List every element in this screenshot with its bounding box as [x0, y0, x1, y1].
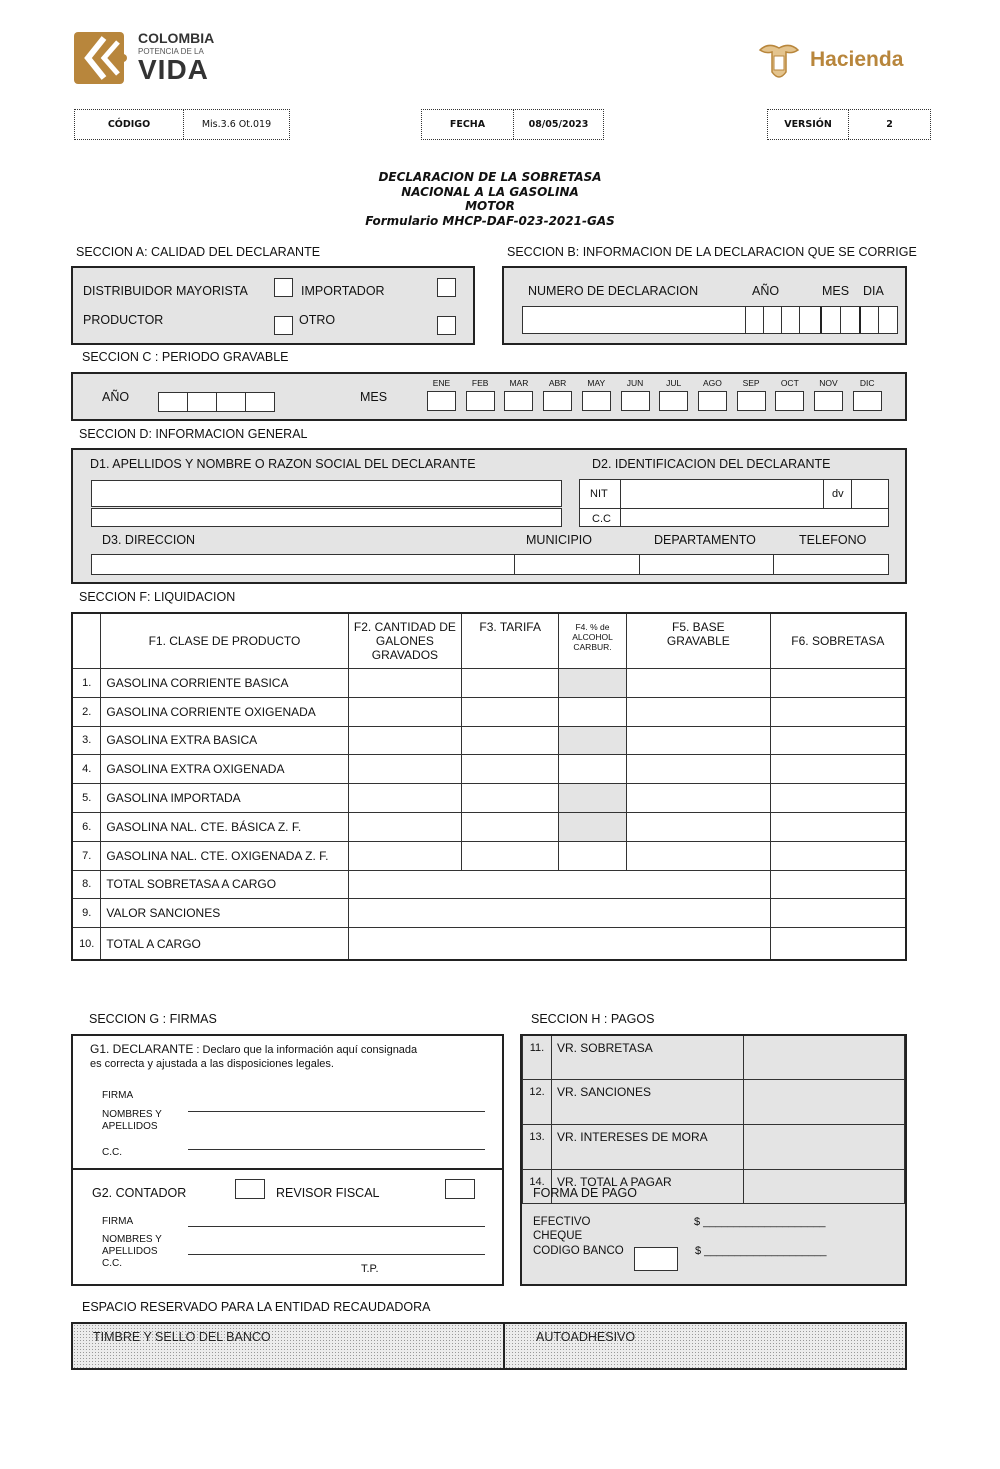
- month-label-oct: OCT: [780, 378, 799, 388]
- month-label-dic: DIC: [859, 378, 875, 388]
- row-sobretasa-input[interactable]: [770, 812, 906, 841]
- row-total-input[interactable]: [770, 870, 906, 899]
- g2-firma-line[interactable]: [188, 1226, 485, 1227]
- dv-input[interactable]: [852, 480, 888, 508]
- row-total-input[interactable]: [770, 899, 906, 928]
- nit-input[interactable]: [621, 480, 823, 508]
- g1-nombres-label: NOMBRES Y APELLIDOS: [102, 1109, 162, 1132]
- forma-pago-label: FORMA DE PAGO: [533, 1186, 637, 1200]
- g1-block: [90, 1042, 490, 1070]
- checkbox-otro[interactable]: [437, 316, 456, 335]
- g1-text-1: : Declaro que la información aquí consignada: [193, 1044, 418, 1056]
- row-sobretasa-input[interactable]: [770, 669, 906, 698]
- codigo-banco-label: CODIGO BANCO: [533, 1245, 624, 1257]
- d2-label: D2. IDENTIFICACION DEL DECLARANTE: [592, 457, 831, 471]
- fecha-box: [421, 109, 604, 140]
- pago-number: 12.: [523, 1080, 552, 1125]
- opt-productor-label: PRODUCTOR: [83, 313, 164, 327]
- month-box-ene[interactable]: [427, 391, 456, 411]
- g2-nombres-line[interactable]: [188, 1254, 485, 1255]
- efectivo-label: EFECTIVO: [533, 1216, 591, 1228]
- numero-declaracion-input[interactable]: [522, 306, 898, 334]
- row-number: 4.: [72, 755, 101, 784]
- section-c-box: [71, 372, 907, 421]
- row-base-input[interactable]: [626, 697, 770, 726]
- row-product-label: GASOLINA IMPORTADA: [101, 784, 348, 813]
- telefono-label: TELEFONO: [799, 533, 867, 547]
- pago-input[interactable]: [743, 1080, 904, 1125]
- dia-label: DIA: [863, 284, 884, 298]
- row-number: 6.: [72, 812, 101, 841]
- month-box-may[interactable]: [582, 391, 611, 411]
- table-row: [72, 899, 906, 928]
- row-sobretasa-input[interactable]: [770, 755, 906, 784]
- g1-cc-line[interactable]: [188, 1149, 485, 1150]
- tp-label: T.P.: [361, 1263, 379, 1275]
- row-alcohol-input[interactable]: [559, 784, 627, 813]
- pagos-table: [522, 1036, 905, 1204]
- title-line-3: MOTOR: [465, 199, 515, 213]
- table-row: [72, 812, 906, 841]
- header-f6: F6. SOBRETASA: [770, 613, 906, 669]
- municipio-label: MUNICIPIO: [526, 533, 592, 547]
- row-tarifa-input[interactable]: [462, 812, 559, 841]
- row-total-label: TOTAL A CARGO: [101, 928, 348, 961]
- row-number: 7.: [72, 841, 101, 870]
- month-box-nov[interactable]: [814, 391, 843, 411]
- version-label: VERSIÓN: [768, 110, 849, 139]
- checkbox-distribuidor[interactable]: [274, 278, 293, 297]
- row-alcohol-input[interactable]: [559, 697, 627, 726]
- row-product-label: GASOLINA EXTRA BASICA: [101, 726, 348, 755]
- row-alcohol-input[interactable]: [559, 726, 627, 755]
- periodo-anio-input[interactable]: [158, 392, 275, 412]
- opt-otro-label: OTRO: [299, 313, 336, 327]
- pago-number: 11.: [523, 1036, 552, 1080]
- section-g-title: SECCION G : FIRMAS: [89, 1012, 217, 1026]
- row-galones-input[interactable]: [348, 812, 462, 841]
- row-base-input[interactable]: [626, 812, 770, 841]
- section-b-title: SECCION B: INFORMACION DE LA DECLARACION QUE SE CORRIGE: [507, 245, 917, 259]
- logo-line3: VIDA: [138, 54, 209, 85]
- g1-text-2: es correcta y ajustada a las disposiciones legales.: [90, 1058, 334, 1070]
- codigo-banco-input[interactable]: [634, 1247, 678, 1271]
- g1-nombres-line[interactable]: [188, 1111, 485, 1112]
- codigo-label: CÓDIGO: [75, 110, 184, 139]
- month-label-feb: FEB: [471, 378, 489, 388]
- autoadhesivo-label: AUTOADHESIVO: [536, 1330, 636, 1344]
- d3-label: D3. DIRECCION: [102, 533, 196, 547]
- section-a-title: SECCION A: CALIDAD DEL DECLARANTE: [76, 245, 321, 259]
- row-tarifa-input[interactable]: [462, 755, 559, 784]
- row-base-input[interactable]: [626, 726, 770, 755]
- razon-social-input-1[interactable]: [91, 480, 562, 507]
- periodo-mes-label: MES: [360, 390, 388, 404]
- reserved-box: [71, 1322, 907, 1370]
- row-product-label: GASOLINA CORRIENTE BASICA: [101, 669, 348, 698]
- reserved-title: ESPACIO RESERVADO PARA LA ENTIDAD RECAUDADORA: [82, 1300, 431, 1314]
- row-number: 1.: [72, 669, 101, 698]
- d1-label: D1. APELLIDOS Y NOMBRE O RAZON SOCIAL DEL DECLARANTE: [90, 457, 476, 471]
- row-base-input[interactable]: [626, 755, 770, 784]
- section-d-box: [71, 448, 907, 584]
- periodo-anio-label: AÑO: [102, 390, 130, 404]
- g2-firma-label: FIRMA: [102, 1216, 134, 1227]
- row-galones-input[interactable]: [348, 841, 462, 870]
- table-row: [72, 928, 906, 961]
- pago-label: VR. INTERESES DE MORA: [551, 1125, 743, 1170]
- row-alcohol-input[interactable]: [559, 841, 627, 870]
- title-line-1: DECLARACION DE LA SOBRETASA: [378, 170, 602, 184]
- pago-label: VR. SANCIONES: [551, 1080, 743, 1125]
- month-box-ago[interactable]: [698, 391, 727, 411]
- row-sobretasa-input[interactable]: [770, 841, 906, 870]
- table-row: [72, 669, 906, 698]
- row-tarifa-input[interactable]: [462, 841, 559, 870]
- row-number: 3.: [72, 726, 101, 755]
- row-alcohol-input[interactable]: [559, 755, 627, 784]
- row-alcohol-input[interactable]: [559, 669, 627, 698]
- g2-label: G2. CONTADOR: [92, 1186, 187, 1200]
- razon-social-input-2[interactable]: [91, 508, 562, 527]
- municipio-input[interactable]: [515, 555, 640, 574]
- cc-label: C.C: [592, 513, 611, 525]
- row-galones-input[interactable]: [348, 784, 462, 813]
- section-g-box: [71, 1034, 504, 1286]
- mes-label: MES: [822, 284, 850, 298]
- colombia-logo: [74, 30, 234, 88]
- hacienda-text: Hacienda: [810, 48, 904, 71]
- nit-label: NIT: [590, 488, 608, 500]
- departamento-input[interactable]: [640, 555, 774, 574]
- pago-label: VR. TOTAL A PAGAR: [551, 1170, 743, 1204]
- row-galones-input[interactable]: [348, 697, 462, 726]
- section-c-title: SECCION C : PERIODO GRAVABLE: [82, 350, 289, 364]
- row-product-label: GASOLINA CORRIENTE OXIGENADA: [101, 697, 348, 726]
- row-total-input[interactable]: [770, 928, 906, 961]
- colombia-logo-icon: [74, 32, 130, 86]
- form-title: [300, 170, 680, 228]
- pago-input[interactable]: [743, 1170, 904, 1204]
- liquidacion-header-row: [72, 613, 906, 669]
- nit-box: [579, 479, 889, 509]
- header-f5: F5. BASE GRAVABLE: [626, 613, 770, 669]
- g1-label: G1. DECLARANTE: [90, 1042, 194, 1056]
- month-box-dic[interactable]: [853, 391, 882, 411]
- row-base-input[interactable]: [626, 841, 770, 870]
- month-label-jul: JUL: [666, 378, 682, 388]
- month-label-ene: ENE: [432, 378, 451, 388]
- table-row: [72, 870, 906, 899]
- row-tarifa-input[interactable]: [462, 726, 559, 755]
- table-row: [523, 1125, 905, 1170]
- row-base-input[interactable]: [626, 669, 770, 698]
- version-box: [767, 109, 931, 140]
- month-label-ago: AGO: [702, 378, 722, 388]
- row-tarifa-input[interactable]: [462, 784, 559, 813]
- logo-line1: COLOMBIA: [138, 30, 215, 46]
- header-f4: F4. % de ALCOHOL CARBUR.: [559, 613, 627, 669]
- coat-of-arms-icon: [756, 38, 802, 84]
- table-row: [72, 755, 906, 784]
- table-row: [72, 726, 906, 755]
- title-line-4: Formulario MHCP-DAF-023-2021-GAS: [365, 213, 615, 228]
- pago-input[interactable]: [743, 1036, 904, 1080]
- revisor-label: REVISOR FISCAL: [276, 1186, 380, 1200]
- month-box-oct[interactable]: [775, 391, 804, 411]
- direccion-input[interactable]: [92, 555, 515, 574]
- timbre-label: TIMBRE Y SELLO DEL BANCO: [93, 1330, 271, 1344]
- opt-importador-label: IMPORTADOR: [301, 284, 385, 298]
- g2-nombres-label: NOMBRES Y APELLIDOS C.C.: [102, 1234, 162, 1269]
- efectivo-amount[interactable]: $ ____________________: [694, 1216, 826, 1228]
- month-box-abr[interactable]: [543, 391, 572, 411]
- table-row: [523, 1036, 905, 1080]
- liquidacion-table: [71, 612, 907, 961]
- opt-distribuidor-label: DISTRIBUIDOR MAYORISTA: [83, 284, 248, 298]
- row-galones-input[interactable]: [348, 755, 462, 784]
- pago-input[interactable]: [743, 1125, 904, 1170]
- cheque-amount[interactable]: $ ____________________: [695, 1245, 827, 1257]
- anio-label: AÑO: [752, 284, 780, 298]
- month-label-jun: JUN: [626, 378, 644, 388]
- row-sobretasa-input[interactable]: [770, 697, 906, 726]
- table-row: [72, 697, 906, 726]
- row-product-label: GASOLINA NAL. CTE. BÁSICA Z. F.: [101, 812, 348, 841]
- fecha-value: 08/05/2023: [528, 119, 589, 130]
- section-a-box: [71, 266, 475, 345]
- codigo-box: [74, 109, 290, 140]
- row-total-label: VALOR SANCIONES: [101, 899, 348, 928]
- row-sobretasa-input[interactable]: [770, 784, 906, 813]
- section-d-title: SECCION D: INFORMACION GENERAL: [79, 427, 308, 441]
- row-tarifa-input[interactable]: [462, 697, 559, 726]
- month-label-nov: NOV: [819, 378, 838, 388]
- row-galones-input[interactable]: [348, 726, 462, 755]
- pago-label: VR. SOBRETASA: [551, 1036, 743, 1080]
- month-label-may: MAY: [587, 378, 606, 388]
- row-tarifa-input[interactable]: [462, 669, 559, 698]
- header-f3: F3. TARIFA: [462, 613, 559, 669]
- month-box-jun[interactable]: [621, 391, 650, 411]
- fecha-label: FECHA: [422, 110, 514, 139]
- cc-input[interactable]: [621, 509, 888, 526]
- row-product-label: GASOLINA NAL. CTE. OXIGENADA Z. F.: [101, 841, 348, 870]
- checkbox-importador[interactable]: [437, 278, 456, 297]
- numero-declaracion-label: NUMERO DE DECLARACION: [528, 284, 699, 298]
- checkbox-contador[interactable]: [235, 1179, 265, 1199]
- g1-cc-label: C.C.: [102, 1147, 122, 1158]
- month-box-jul[interactable]: [659, 391, 688, 411]
- header-f2: F2. CANTIDAD DE GALONES GRAVADOS: [348, 613, 462, 669]
- row-product-label: GASOLINA EXTRA OXIGENADA: [101, 755, 348, 784]
- month-box-mar[interactable]: [504, 391, 533, 411]
- month-label-abr: ABR: [548, 378, 567, 388]
- section-h-box: [520, 1034, 907, 1286]
- checkbox-productor[interactable]: [274, 316, 293, 335]
- section-f-title: SECCION F: LIQUIDACION: [79, 590, 236, 604]
- month-box-sep[interactable]: [737, 391, 766, 411]
- checkbox-revisor[interactable]: [445, 1179, 475, 1199]
- telefono-input[interactable]: [774, 555, 888, 574]
- row-total-label: TOTAL SOBRETASA A CARGO: [101, 870, 348, 899]
- row-number: 5.: [72, 784, 101, 813]
- direccion-row: [91, 554, 889, 575]
- codigo-value: Mis.3.6 Ot.019: [201, 119, 272, 130]
- dv-label: dv: [832, 488, 844, 500]
- row-base-input[interactable]: [626, 784, 770, 813]
- hacienda-logo: [756, 38, 916, 86]
- row-galones-input[interactable]: [348, 669, 462, 698]
- row-number: 10.: [72, 928, 101, 961]
- version-value: 2: [886, 119, 893, 130]
- table-row: [523, 1080, 905, 1125]
- table-row: [72, 841, 906, 870]
- row-number: 2.: [72, 697, 101, 726]
- title-line-2: NACIONAL A LA GASOLINA: [401, 184, 579, 199]
- g1-firma-label: FIRMA: [102, 1090, 134, 1101]
- section-h-title: SECCION H : PAGOS: [531, 1012, 655, 1026]
- pago-number: 14.: [523, 1170, 552, 1204]
- month-label-mar: MAR: [509, 378, 529, 388]
- logo-line2: POTENCIA DE LA: [138, 47, 204, 56]
- cheque-label: CHEQUE: [533, 1230, 583, 1242]
- header-f1: F1. CLASE DE PRODUCTO: [101, 613, 348, 669]
- cc-box: [579, 508, 889, 527]
- row-sobretasa-input[interactable]: [770, 726, 906, 755]
- row-number: 8.: [72, 870, 101, 899]
- section-b-box: [502, 266, 907, 345]
- departamento-label: DEPARTAMENTO: [654, 533, 756, 547]
- month-label-sep: SEP: [742, 378, 760, 388]
- row-alcohol-input[interactable]: [559, 812, 627, 841]
- row-number: 9.: [72, 899, 101, 928]
- pago-number: 13.: [523, 1125, 552, 1170]
- table-row: [72, 784, 906, 813]
- month-box-feb[interactable]: [466, 391, 495, 411]
